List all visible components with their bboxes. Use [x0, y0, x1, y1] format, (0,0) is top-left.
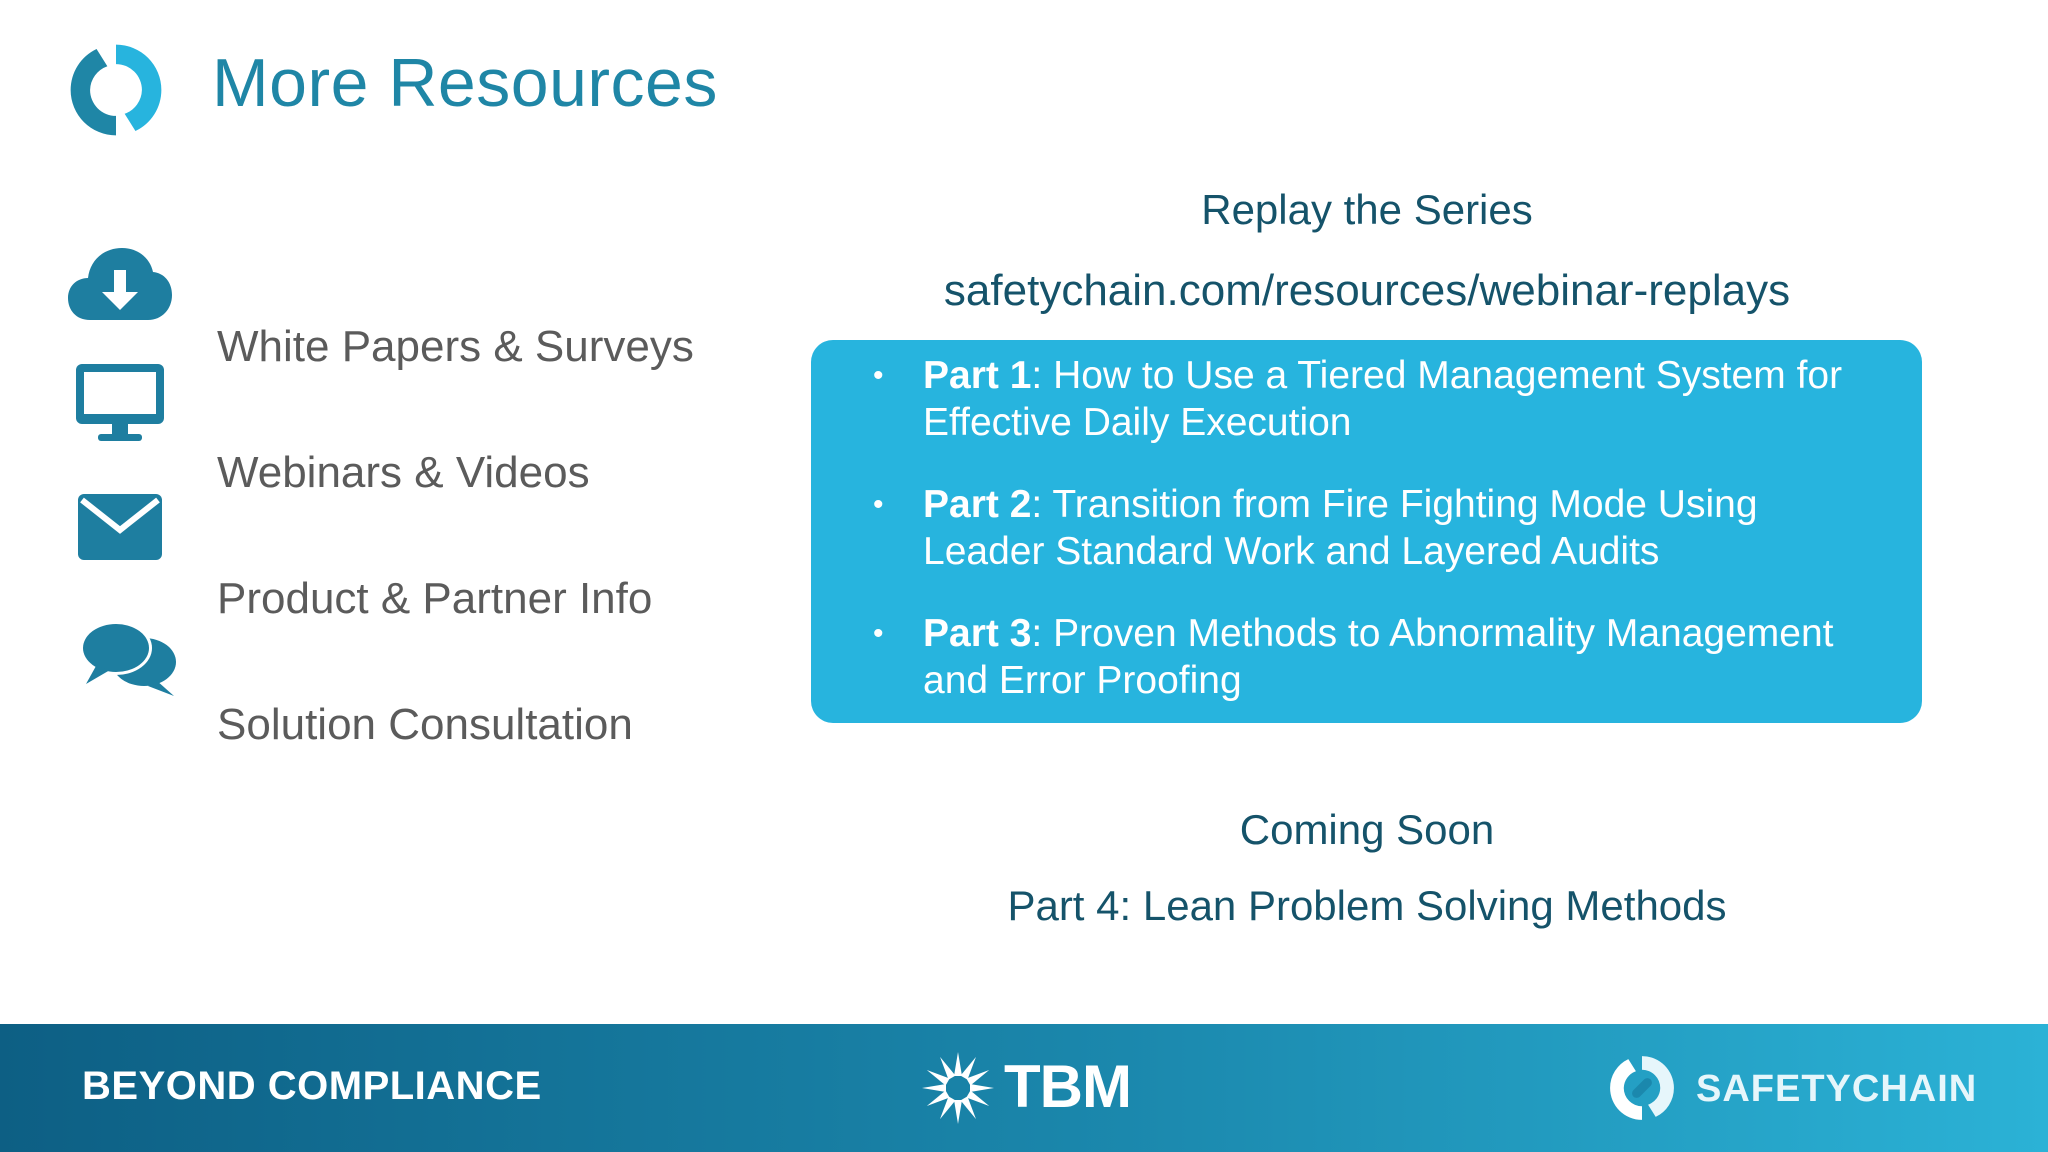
parts-box: [811, 340, 1922, 723]
part-text: : Transition from Fire Fighting Mode Using Leader Standard Work and Layered Audits: [923, 483, 1758, 573]
resource-consultation[interactable]: Solution Consultation: [217, 700, 633, 749]
resource-webinars[interactable]: Webinars & Videos: [217, 448, 590, 497]
envelope-icon: [78, 494, 162, 560]
part-text: : Proven Methods to Abnormality Management and Error Proofing: [923, 612, 1834, 702]
replay-url-link[interactable]: safetychain.com/resources/webinar-replays: [943, 266, 1791, 315]
page-title: More Resources: [212, 45, 718, 121]
resource-white-papers[interactable]: White Papers & Surveys: [217, 322, 694, 371]
monitor-icon: [74, 362, 166, 442]
safetychain-logo-icon: [62, 36, 170, 144]
coming-soon-title: Coming Soon: [1239, 806, 1495, 853]
chat-bubbles-icon: [78, 618, 178, 700]
coming-soon-part: Part 4: Lean Problem Solving Methods: [1007, 882, 1727, 929]
bullet-icon: •: [873, 617, 884, 650]
bullet-icon: •: [873, 488, 884, 521]
part-label: Part 1: [923, 354, 1032, 397]
part-label: Part 3: [923, 612, 1032, 655]
part-text: : How to Use a Tiered Management System for Effective Daily Execution: [923, 354, 1843, 444]
list-item: [861, 481, 1882, 575]
tbm-starburst-icon: [920, 1050, 996, 1126]
bullet-icon: •: [873, 359, 884, 392]
footer-tagline: BEYOND COMPLIANCE: [82, 1064, 542, 1108]
safetychain-logo-text: SAFETYCHAIN: [1696, 1068, 1978, 1110]
replay-title: Replay the Series: [1201, 186, 1533, 233]
safetychain-footer-logo-icon: [1604, 1050, 1680, 1126]
list-item: [861, 610, 1882, 704]
resource-product-info[interactable]: Product & Partner Info: [217, 574, 653, 623]
tbm-logo: TBM: [1004, 1053, 1131, 1120]
part-label: Part 2: [923, 483, 1032, 526]
list-item: [861, 352, 1882, 446]
resources-panel: [62, 230, 782, 790]
cloud-download-icon: [68, 240, 172, 324]
footer-bar: [0, 1024, 2048, 1152]
